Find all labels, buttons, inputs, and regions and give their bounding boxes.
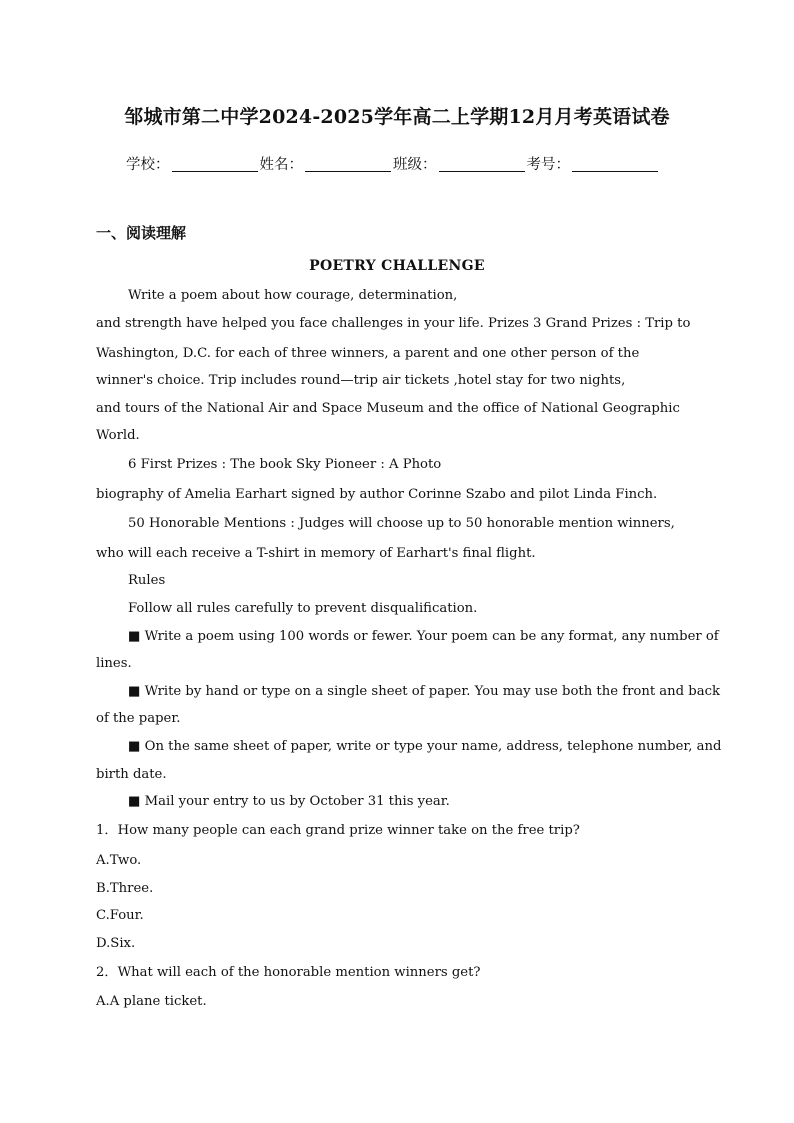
passage-line: World. <box>96 428 140 443</box>
question-2: 2．What will each of the honorable mention winners get? <box>96 965 481 980</box>
passage-heading: POETRY CHALLENGE <box>309 258 485 274</box>
passage-line: lines. <box>96 656 132 671</box>
passage-line: of the paper. <box>96 711 181 726</box>
page-title: 邹城市第二中学2024-2025学年高二上学期12月月考英语试卷 <box>124 106 670 128</box>
section-title: 一、阅读理解 <box>96 224 187 242</box>
passage-line: and tours of the National Air and Space Museum and the office of National Geographic <box>96 401 680 416</box>
option-c: C.Four. <box>96 908 144 923</box>
passage-line: 6 First Prizes : The book Sky Pioneer : A Photo <box>128 457 442 472</box>
passage-line: Follow all rules carefully to prevent disqualification. <box>128 601 478 616</box>
option-d: D.Six. <box>96 936 136 951</box>
rule-item: ■ Write by hand or type on a single sheet of paper. You may use both the front and back <box>128 684 720 699</box>
name-field[interactable] <box>305 157 391 172</box>
rule-item: ■ On the same sheet of paper, write or type your name, address, telephone number, and <box>128 739 722 754</box>
class-label: 班级： <box>393 157 437 173</box>
option-a: A.A plane ticket. <box>96 994 207 1009</box>
school-field[interactable] <box>172 157 258 172</box>
passage-line: who will each receive a T-shirt in memory of Earhart's final flight. <box>96 546 536 561</box>
passage-line: 50 Honorable Mentions : Judges will choose up to 50 honorable mention winners, <box>128 516 675 531</box>
passage-line: Washington, D.C. for each of three winners, a parent and one other person of the <box>96 346 640 361</box>
option-a: A.Two. <box>96 853 142 868</box>
rule-item: ■ Mail your entry to us by October 31 this year. <box>128 794 450 809</box>
passage-line: Write a poem about how courage, determination, <box>128 288 458 303</box>
student-info-row <box>126 153 686 174</box>
passage-line: birth date. <box>96 767 167 782</box>
passage-line: winner's choice. Trip includes round—trip air tickets ,hotel stay for two nights, <box>96 373 626 388</box>
question-1: 1．How many people can each grand prize winner take on the free trip? <box>96 823 580 838</box>
passage-line: biography of Amelia Earhart signed by author Corinne Szabo and pilot Linda Finch. <box>96 487 658 502</box>
school-label: 学校： <box>126 157 170 173</box>
rule-item: ■ Write a poem using 100 words or fewer. Your poem can be any format, any number of <box>128 629 719 644</box>
option-b: B.Three. <box>96 881 154 896</box>
name-label: 姓名： <box>259 157 303 173</box>
class-field[interactable] <box>439 157 525 172</box>
number-field[interactable] <box>572 157 658 172</box>
number-label: 考号： <box>526 157 570 173</box>
passage-line: Rules <box>128 573 166 588</box>
passage-line: and strength have helped you face challenges in your life. Prizes 3 Grand Prizes : Trip to <box>96 316 691 331</box>
